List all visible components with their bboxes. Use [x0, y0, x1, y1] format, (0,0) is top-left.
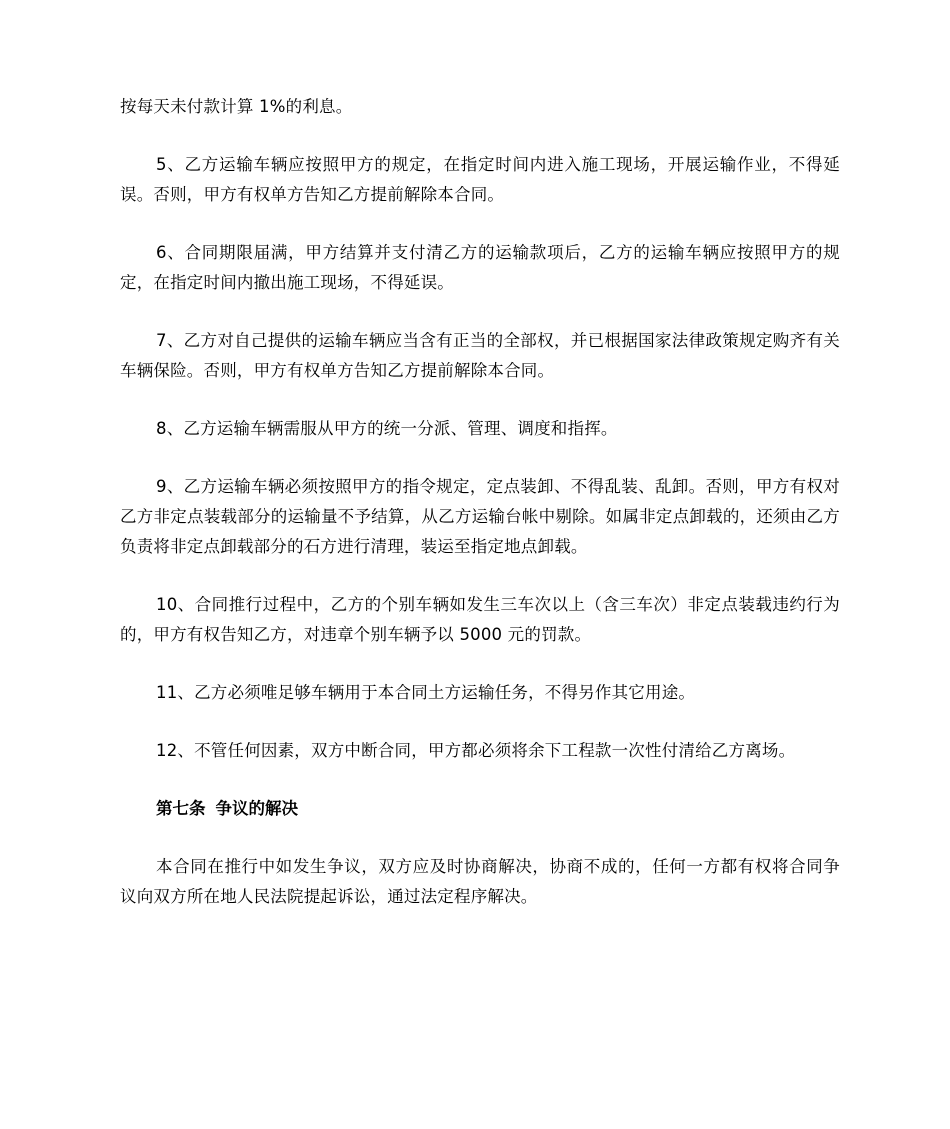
paragraph-clause-9: 9、乙方运输车辆必须按照甲方的指令规定，定点装卸、不得乱装、乱卸。否则，甲方有权对乙方非定点装载部分的运输量不予结算，从乙方运输台帐中剔除。如属非定点卸载的，还须由乙方负责将非定点卸载部分的石方进行清理，装运至指定地点卸载。: [120, 477, 840, 556]
paragraph-clause-10: 10、合同推行过程中，乙方的个别车辆如发生三车次以上（含三车次）非定点装载违约行为的，甲方有权告知乙方，对违章个别车辆予以 5000 元的罚款。: [120, 595, 840, 644]
paragraph-clause-8: 8、乙方运输车辆需服从甲方的统一分派、管理、调度和指挥。: [156, 419, 618, 438]
paragraph-interest-clause: 按每天未付款计算 1%的利息。: [120, 97, 353, 116]
paragraph-clause-6: 6、合同期限届满，甲方结算并支付清乙方的运输款项后，乙方的运输车辆应按照甲方的规定，在指定时间内撤出施工现场，不得延误。: [120, 243, 840, 292]
document-body: [120, 92, 840, 940]
section-heading: [120, 794, 840, 824]
section-title: 争议的解决: [215, 799, 298, 818]
paragraph-clause-12: 12、不管任何因素，双方中断合同，甲方都必须将余下工程款一次性付清给乙方离场。: [156, 741, 796, 760]
paragraph-dispute-resolution: 本合同在推行中如发生争议，双方应及时协商解决，协商不成的，任何一方都有权将合同争议向双方所在地人民法院提起诉讼，通过法定程序解决。: [120, 857, 840, 906]
paragraph-clause-7: 7、乙方对自己提供的运输车辆应当含有正当的全部权，并已根据国家法律政策规定购齐有关车辆保险。否则，甲方有权单方告知乙方提前解除本合同。: [120, 331, 840, 380]
section-number: 第七条: [156, 799, 206, 818]
paragraph-clause-5: 5、乙方运输车辆应按照甲方的规定，在指定时间内进入施工现场，开展运输作业，不得延误。否则，甲方有权单方告知乙方提前解除本合同。: [120, 155, 840, 204]
paragraph-clause-11: 11、乙方必须唯足够车辆用于本合同土方运输任务，不得另作其它用途。: [156, 683, 696, 702]
